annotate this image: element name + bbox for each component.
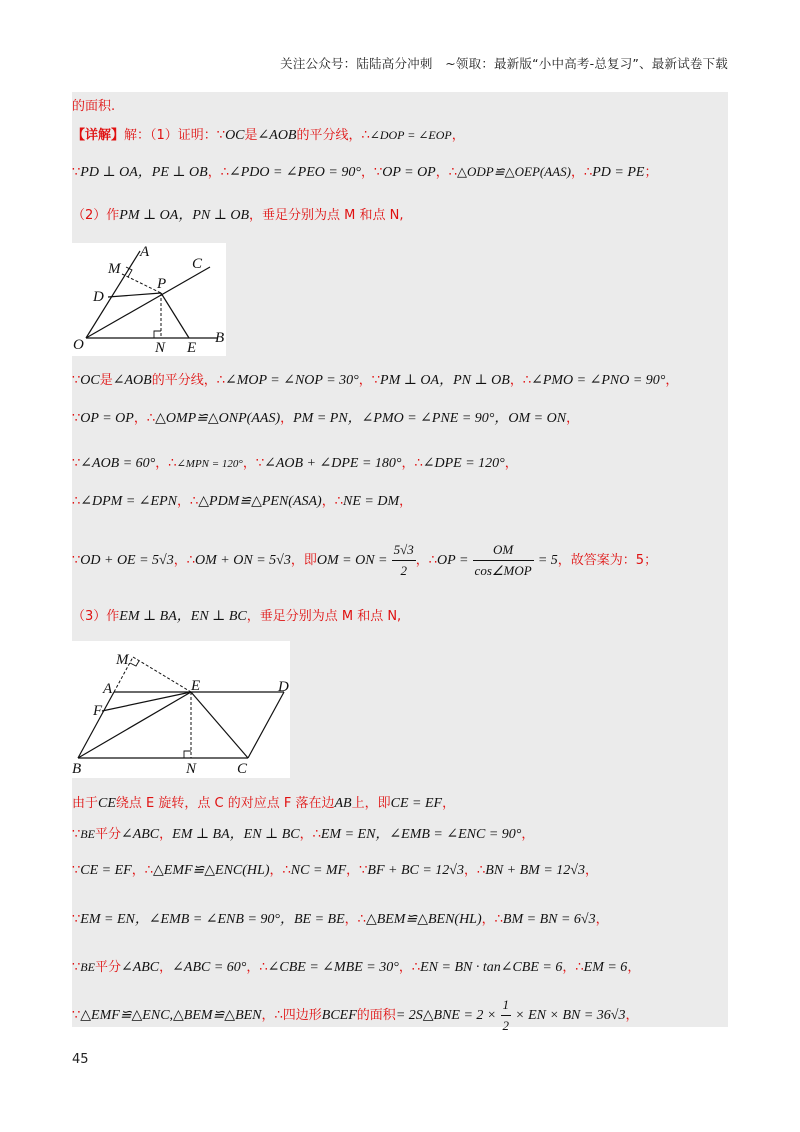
solution-line-7 <box>72 455 518 473</box>
label-e: E <box>187 340 197 356</box>
math-fragment: ∠MOP = ∠NOP = 30° <box>224 373 359 388</box>
fraction-denominator: 2 <box>502 1018 510 1033</box>
math-fragment: OD + OE = 5√3 <box>80 553 174 568</box>
page-number: 45 <box>72 1052 89 1067</box>
text-fragment: 平分 <box>94 827 121 842</box>
math-fragment: ∠PMO = ∠PNO = 90° <box>531 373 666 388</box>
text-fragment: 解：（1）证明：∵ <box>124 128 226 143</box>
text-fragment: ， <box>595 912 609 927</box>
math-fragment: ∠ABC <box>120 960 160 975</box>
math-fragment: ∠PDO = ∠PEO = 90° <box>228 165 361 180</box>
math-fragment: OM + ON = 5√3 <box>195 553 291 568</box>
math-fragment: OM = ON = <box>316 553 388 568</box>
label-b: B <box>72 761 82 777</box>
text-fragment: ， <box>399 494 413 509</box>
text-fragment: ，∴ <box>562 960 584 975</box>
fraction-op <box>473 540 534 581</box>
label-a: A <box>103 681 113 697</box>
label-m: M <box>116 652 129 668</box>
text-fragment: ，垂足分别为点 M 和点 N, <box>249 208 404 223</box>
segment-em <box>133 657 191 692</box>
label-m: M <box>108 261 121 277</box>
solution-line-9 <box>72 540 657 581</box>
figure-2 <box>72 641 290 778</box>
text-fragment: ，∴ <box>173 553 196 568</box>
math-fragment: ∠AOB + ∠DPE = 180° <box>264 456 402 471</box>
fraction-numerator: 5√3 <box>392 540 416 561</box>
text-fragment: ， <box>521 827 535 842</box>
fraction-denominator: cos∠MOP <box>474 563 532 578</box>
text-fragment: ，垂足分别为点 M 和点 N, <box>246 609 402 624</box>
math-fragment: ∠MPN = 120° <box>176 458 243 470</box>
text-fragment: ，∴ <box>509 373 532 388</box>
math-fragment: AB <box>334 796 352 811</box>
math-fragment: EM ⊥ BA，EN ⊥ BC <box>119 609 247 624</box>
text-fragment: ，∵ <box>360 165 383 180</box>
text-fragment: ，∴ <box>155 456 177 471</box>
math-fragment: OP = OP <box>382 165 436 180</box>
label-e: E <box>191 678 201 694</box>
text-fragment: 绕点 E 旋转，点 C 的对应点 F 落在边 <box>115 796 335 811</box>
text-fragment: （2）作 <box>72 208 120 223</box>
fraction-half <box>501 995 512 1036</box>
math-fragment: ∠ABC = 60° <box>172 960 247 975</box>
text-fragment: ，∴ <box>133 411 156 426</box>
text-fragment: ， <box>442 796 456 811</box>
solution-line-12 <box>72 825 534 844</box>
segment-ec <box>191 692 248 758</box>
right-angle-m <box>130 661 139 666</box>
text-fragment: ∵ <box>72 373 81 388</box>
text-fragment: ，∵ <box>358 373 381 388</box>
fraction-numerator: OM <box>473 540 534 561</box>
text-fragment: ∵ <box>72 863 81 878</box>
text-fragment: ∵ <box>72 960 81 975</box>
text-fragment: ， <box>280 411 294 426</box>
segment-be <box>78 692 191 758</box>
math-fragment: ∠CBE = ∠MBE = 30° <box>267 960 399 975</box>
text-fragment: ，∴ <box>463 863 486 878</box>
text-fragment: ，∴ <box>246 960 268 975</box>
math-fragment: BF + BC = 12√3 <box>367 863 464 878</box>
math-fragment: PD ⊥ OA，PE ⊥ OB <box>80 165 208 180</box>
text-fragment: ， <box>504 456 518 471</box>
label-o: O <box>73 337 84 353</box>
math-fragment: EM = 6 <box>583 960 628 975</box>
text-fragment: 的平分线，∴ <box>151 373 225 388</box>
text-fragment: ， <box>159 827 173 842</box>
math-fragment: EM ⊥ BA，EN ⊥ BC <box>172 827 300 842</box>
segment-dp <box>108 293 161 297</box>
text-fragment: ∵ <box>72 827 81 842</box>
text-fragment: ， <box>665 373 679 388</box>
label-n: N <box>186 761 197 777</box>
text-fragment: ， <box>159 960 173 975</box>
math-fragment: ∠ABC <box>120 827 160 842</box>
text-fragment: 是 <box>244 128 258 143</box>
text-fragment: ， <box>566 411 580 426</box>
fraction-om <box>392 540 416 581</box>
text-fragment: ，∴ <box>401 456 423 471</box>
text-fragment: ∵ <box>72 912 81 927</box>
text-fragment: ，∴ <box>481 912 503 927</box>
label-a: A <box>140 244 150 260</box>
math-fragment: NC = MF <box>290 863 347 878</box>
solution-line-5 <box>72 372 678 390</box>
math-fragment: OP = <box>437 553 469 568</box>
text-fragment: ，即 <box>290 553 317 568</box>
solution-line-3 <box>72 163 657 182</box>
math-fragment: PM ⊥ OA，PN ⊥ OB <box>119 208 250 223</box>
solution-line-16 <box>72 995 638 1036</box>
text-fragment: 是 <box>99 373 113 388</box>
text-fragment: 平分 <box>94 960 121 975</box>
segment-cd <box>248 692 284 758</box>
segment-fe <box>102 692 191 711</box>
math-fragment: BE <box>80 960 95 974</box>
math-fragment: PM ⊥ OA，PN ⊥ OB <box>380 373 510 388</box>
solution-line-4 <box>72 207 404 225</box>
text-fragment: ，故答案为：5； <box>557 553 658 568</box>
math-fragment: OC <box>80 373 100 388</box>
math-fragment: BM = BN = 6√3 <box>502 912 596 927</box>
text-fragment: ，∴ <box>570 165 593 180</box>
math-fragment: ∠DPE = 120° <box>422 456 505 471</box>
math-fragment: PM = PN，∠PMO = ∠PNE = 90°，OM = ON <box>293 411 567 426</box>
fraction-numerator: 1 <box>501 995 512 1016</box>
solution-line-1 <box>72 98 115 116</box>
text-fragment: ，∴ <box>207 165 229 180</box>
text-fragment: ，∴ <box>269 863 291 878</box>
math-fragment: △PDM≌△PEN(ASA) <box>198 494 322 509</box>
label-p: P <box>157 276 167 292</box>
text-fragment: ∵ <box>72 165 81 180</box>
label-c: C <box>192 256 203 272</box>
solution-line-14 <box>72 911 609 929</box>
text-fragment: ，∴ <box>435 165 458 180</box>
math-fragment: ∠AOB <box>112 373 152 388</box>
math-fragment: BE <box>80 827 95 841</box>
solution-line-6 <box>72 410 579 428</box>
solution-line-8 <box>72 493 412 511</box>
text-fragment: ∴ <box>72 494 81 509</box>
math-fragment: △OMP≌△ONP(AAS) <box>155 411 281 426</box>
text-fragment: （3）作 <box>72 609 120 624</box>
label-b: B <box>215 330 225 346</box>
text-fragment: ， <box>451 128 465 143</box>
math-fragment: △EMF≌△ENC,△BEM≌△BEN <box>80 1008 262 1023</box>
text-fragment: 上，即 <box>351 796 391 811</box>
text-fragment: ∵ <box>72 456 81 471</box>
right-angle-n <box>184 751 191 758</box>
text-fragment: ， <box>627 960 641 975</box>
text-fragment: ，∴ <box>415 553 438 568</box>
text-fragment: ，∴ <box>299 827 321 842</box>
solution-line-11 <box>72 795 455 813</box>
math-fragment: EM = EN，∠EMB = ∠ENC = 90° <box>320 827 522 842</box>
text-fragment: ，∴ <box>131 863 154 878</box>
fraction-denominator: 2 <box>400 563 407 578</box>
figure-1-diagram <box>72 243 226 356</box>
text-fragment: ，∴四边形 <box>261 1008 322 1023</box>
math-fragment: BN + BM = 12√3 <box>485 863 585 878</box>
text-fragment: ，∴ <box>321 494 343 509</box>
text-fragment: 由于 <box>72 796 99 811</box>
math-fragment: EM = EN，∠EMB = ∠ENB = 90°，BE = BE <box>80 912 345 927</box>
text-fragment: ， <box>584 863 598 878</box>
math-fragment: ∠DOP = ∠EOP <box>369 128 452 142</box>
math-fragment: = 5 <box>537 553 558 568</box>
figure-2-diagram <box>72 641 290 778</box>
text-fragment: ∵ <box>72 411 81 426</box>
ray-oc <box>86 267 210 338</box>
math-fragment: BCEF <box>321 1008 357 1023</box>
text-fragment: ∵ <box>72 553 81 568</box>
math-fragment: PD = PE <box>592 165 645 180</box>
text-fragment: ，∵ <box>242 456 265 471</box>
text-fragment: ，∵ <box>346 863 368 878</box>
text-fragment: 的面积. <box>72 99 116 114</box>
label-f: F <box>93 703 103 719</box>
math-fragment: ∠AOB <box>257 128 297 143</box>
math-fragment: × EN × BN = 36√3 <box>515 1008 626 1023</box>
math-fragment: OP = OP <box>80 411 134 426</box>
math-fragment: CE <box>98 796 116 811</box>
math-fragment: CE = EF <box>390 796 443 811</box>
math-fragment: △BEM≌△BEN(HL) <box>365 912 482 927</box>
solution-line-10 <box>72 608 401 626</box>
label-n: N <box>155 340 166 356</box>
text-fragment: ∵ <box>72 1008 81 1023</box>
right-angle-n <box>154 331 161 338</box>
solution-line-13 <box>72 862 598 880</box>
segment-pe <box>161 293 189 338</box>
text-fragment: 的平分线，∴ <box>296 128 370 143</box>
text-fragment: ； <box>644 165 658 180</box>
text-fragment: ，∴ <box>176 494 199 509</box>
detail-tag: 【详解】 <box>72 128 125 143</box>
math-fragment: ∠DPM = ∠EPN <box>80 494 177 509</box>
label-c: C <box>237 761 248 777</box>
math-fragment: CE = EF <box>80 863 132 878</box>
text-fragment: ， <box>625 1008 639 1023</box>
solution-line-2 <box>72 126 465 145</box>
label-d: D <box>278 679 289 695</box>
text-fragment: ，∴ <box>398 960 421 975</box>
solution-line-15 <box>72 958 640 977</box>
math-fragment: △ODP≌△OEP(AAS) <box>457 164 571 179</box>
text-fragment: ，∴ <box>344 912 366 927</box>
text-fragment: 的面积 <box>356 1008 396 1023</box>
page-header: 关注公众号：陆陆高分冲刺 ~领取：最新版“小中高考-总复习”、最新试卷下载 <box>280 56 728 71</box>
label-d: D <box>93 289 104 305</box>
figure-1 <box>72 243 226 356</box>
math-fragment: = 2S△BNE = 2 × <box>395 1008 497 1023</box>
math-fragment: △EMF≌△ENC(HL) <box>153 863 270 878</box>
math-fragment: NE = DM <box>343 494 400 509</box>
math-fragment: EN = BN · tan∠CBE = 6 <box>420 960 563 975</box>
math-fragment: OC <box>225 128 245 143</box>
math-fragment: ∠AOB = 60° <box>80 456 156 471</box>
